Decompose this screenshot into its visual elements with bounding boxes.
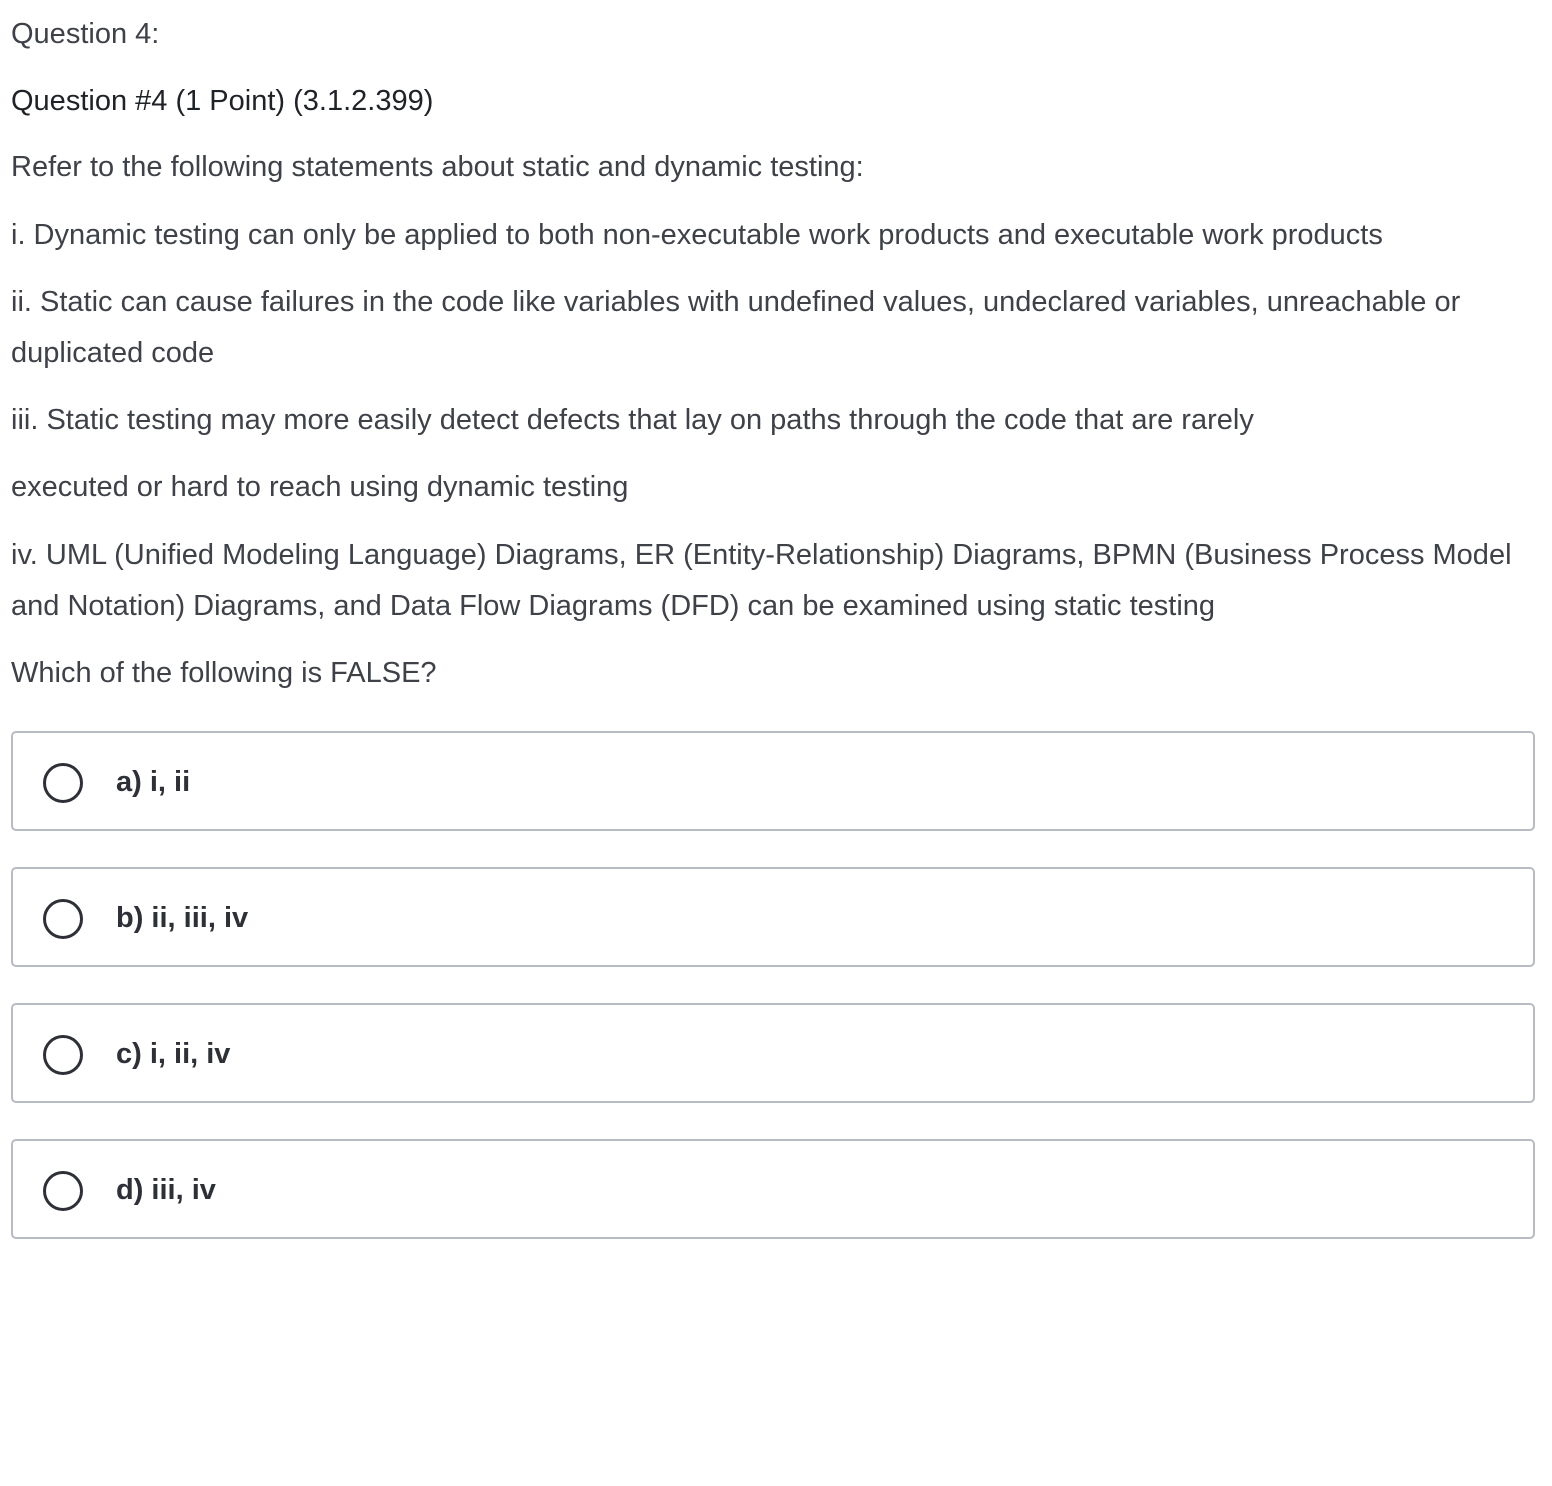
- answer-option-d[interactable]: [11, 1139, 1535, 1239]
- radio-button-icon[interactable]: [43, 1035, 83, 1075]
- question-number-label: Question 4:: [11, 18, 160, 50]
- answer-option-b[interactable]: [11, 867, 1535, 967]
- radio-button-icon[interactable]: [43, 763, 83, 803]
- radio-button-icon[interactable]: [43, 1171, 83, 1211]
- answer-option-label: c) i, ii, iv: [116, 1038, 231, 1070]
- question-prompt: Which of the following is FALSE?: [11, 657, 437, 689]
- statement-i: i. Dynamic testing can only be applied to both non-executable work products and executable work products: [11, 219, 1383, 251]
- question-intro: Refer to the following statements about static and dynamic testing:: [11, 151, 864, 183]
- statement-ii: ii. Static can cause failures in the code like variables with undefined values, undeclared variables, unreachable or duplicated code: [11, 286, 1461, 369]
- answer-option-label: d) iii, iv: [116, 1174, 216, 1206]
- statement-iii-line-2: executed or hard to reach using dynamic testing: [11, 471, 629, 503]
- answer-option-label: a) i, ii: [116, 766, 191, 798]
- question-heading: Question #4 (1 Point) (3.1.2.399): [11, 85, 434, 117]
- statement-iv: iv. UML (Unified Modeling Language) Diagrams, ER (Entity-Relationship) Diagrams, BPMN (Business Process Model and Notation) Diagrams, and Data Flow Diagrams (DFD) can be examined using static testing: [11, 539, 1512, 622]
- statement-iii-line-1: iii. Static testing may more easily detect defects that lay on paths through the code that are rarely: [11, 404, 1254, 436]
- answer-option-c[interactable]: [11, 1003, 1535, 1103]
- answer-option-a[interactable]: [11, 731, 1535, 831]
- radio-button-icon[interactable]: [43, 899, 83, 939]
- answer-option-label: b) ii, iii, iv: [116, 902, 249, 934]
